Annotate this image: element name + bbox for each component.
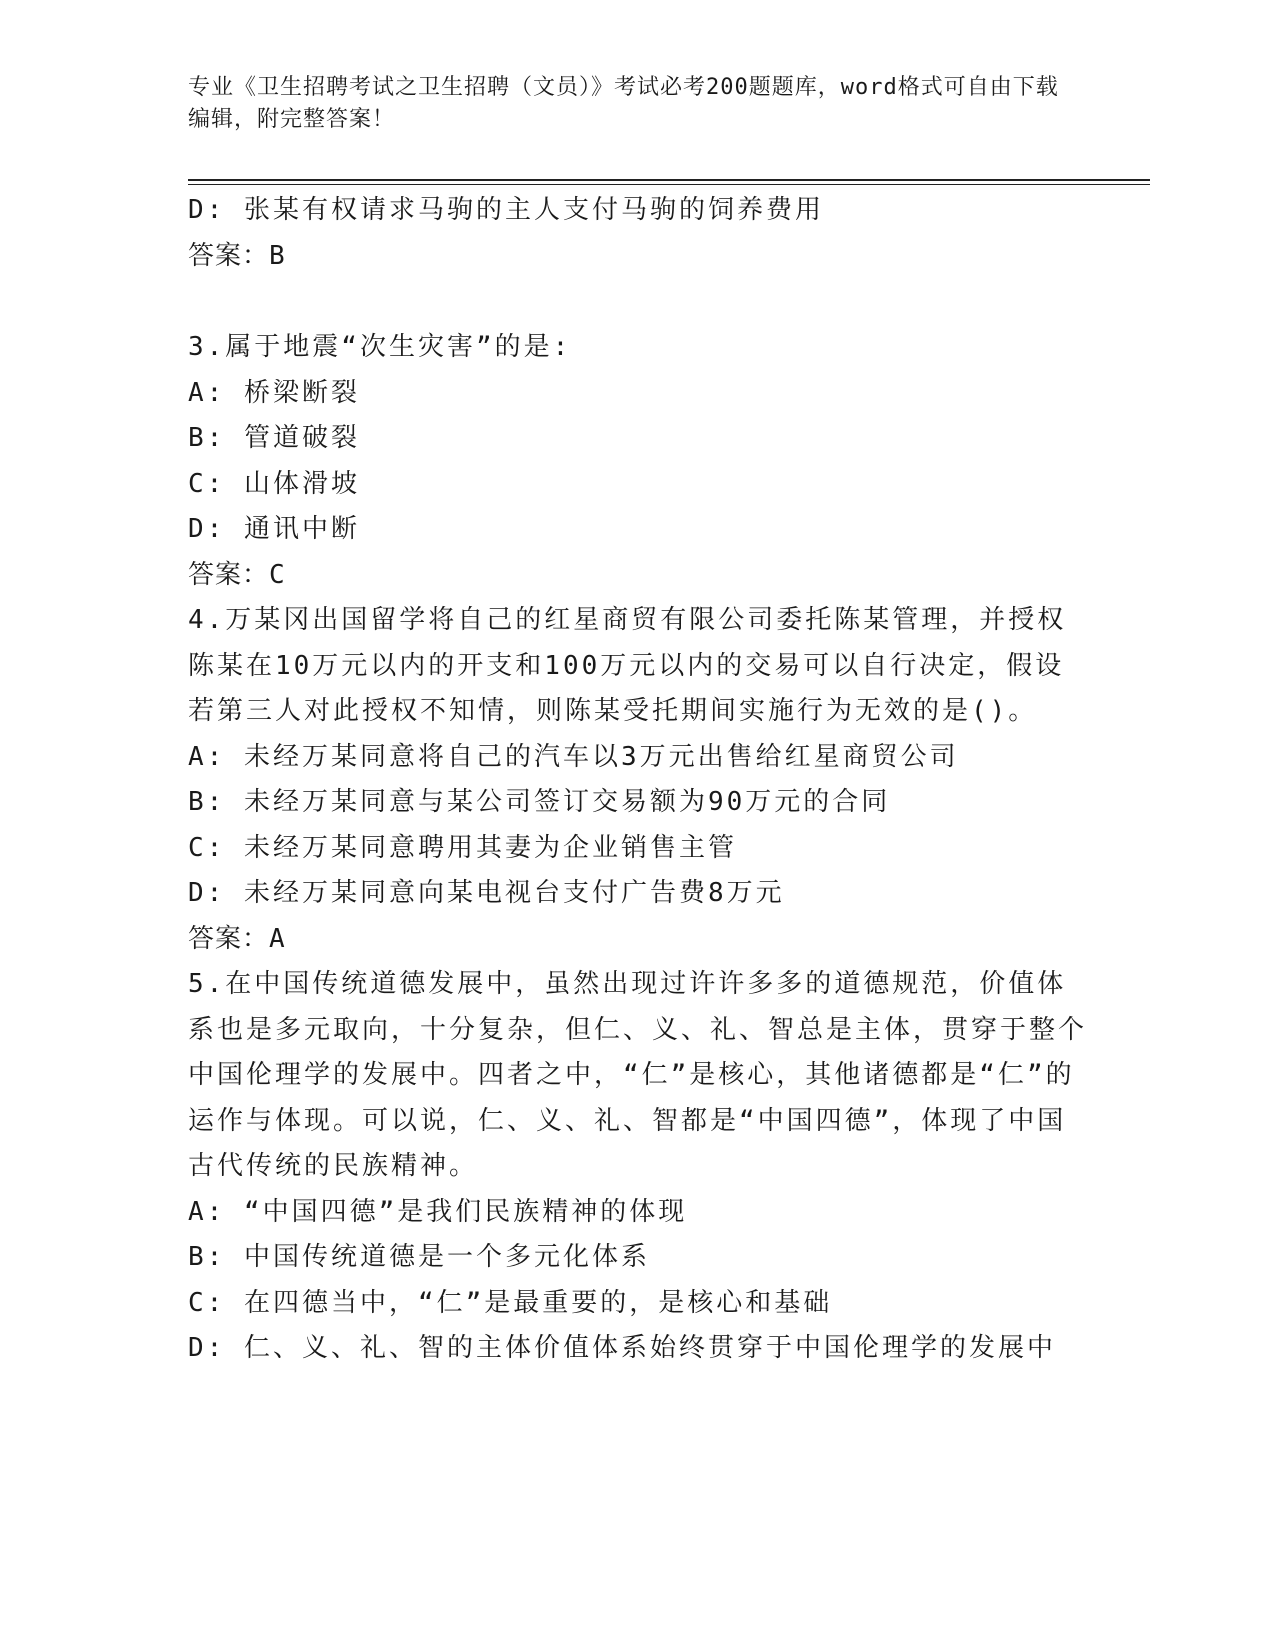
- option-c: C: 山体滑坡: [188, 468, 360, 499]
- option-d: D: 仁、义、礼、智的主体价值体系始终贯穿于中国伦理学的发展中: [188, 1333, 1056, 1363]
- question-5: [188, 962, 1088, 1372]
- question-4: [188, 598, 1088, 962]
- question-stem: 5.在中国传统道德发展中，虽然出现过许许多多的道德规范，价值体系也是多元取向，十分复杂，但仁、义、礼、智总是主体，贯穿于整个中国伦理学的发展中。四者之中，“仁”是核心，其他诸德都是“仁”的运作与体现。可以说，仁、义、礼、智都是“中国四德”，体现了中国古代传统的民族精神。: [188, 969, 1088, 1181]
- option-a: A: “中国四德”是我们民族精神的体现: [188, 1196, 688, 1227]
- option-b: B: 管道破裂: [188, 423, 360, 453]
- document-body: [188, 188, 1088, 1372]
- header-rule-thick: [188, 179, 1150, 181]
- answer: 答案：C: [188, 559, 286, 590]
- option-a: A: 未经万某同意将自己的汽车以3万元出售给红星商贸公司: [188, 741, 959, 772]
- question-3: [188, 325, 1088, 598]
- option-d: D: 通讯中断: [188, 514, 360, 544]
- answer: 答案：A: [188, 923, 286, 954]
- option-b: B: 未经万某同意与某公司签订交易额为90万元的合同: [188, 787, 891, 817]
- option-b: B: 中国传统道德是一个多元化体系: [188, 1242, 650, 1272]
- page-header: 专业《卫生招聘考试之卫生招聘（文员）》考试必考200题题库，word格式可自由下载编辑，附完整答案！: [188, 75, 1059, 132]
- option-d: D: 未经万某同意向某电视台支付广告费8万元: [188, 878, 785, 908]
- question-stem: 3.属于地震“次生灾害”的是:: [188, 332, 572, 362]
- answer: 答案：B: [188, 240, 286, 271]
- question-stem: 4.万某冈出国留学将自己的红星商贸有限公司委托陈某管理，并授权陈某在10万元以内的开支和100万元以内的交易可以自行决定，假设若第三人对此授权不知情，则陈某受托期间实施行为无效的是()。: [188, 605, 1067, 726]
- option-a: A: 桥梁断裂: [188, 377, 360, 408]
- option-c: C: 未经万某同意聘用其妻为企业销售主管: [188, 832, 737, 863]
- option-c: C: 在四德当中，“仁”是最重要的，是核心和基础: [188, 1287, 833, 1318]
- header-rule-thin: [188, 184, 1150, 185]
- option-d: D: 张某有权请求马驹的主人支付马驹的饲养费用: [188, 195, 824, 225]
